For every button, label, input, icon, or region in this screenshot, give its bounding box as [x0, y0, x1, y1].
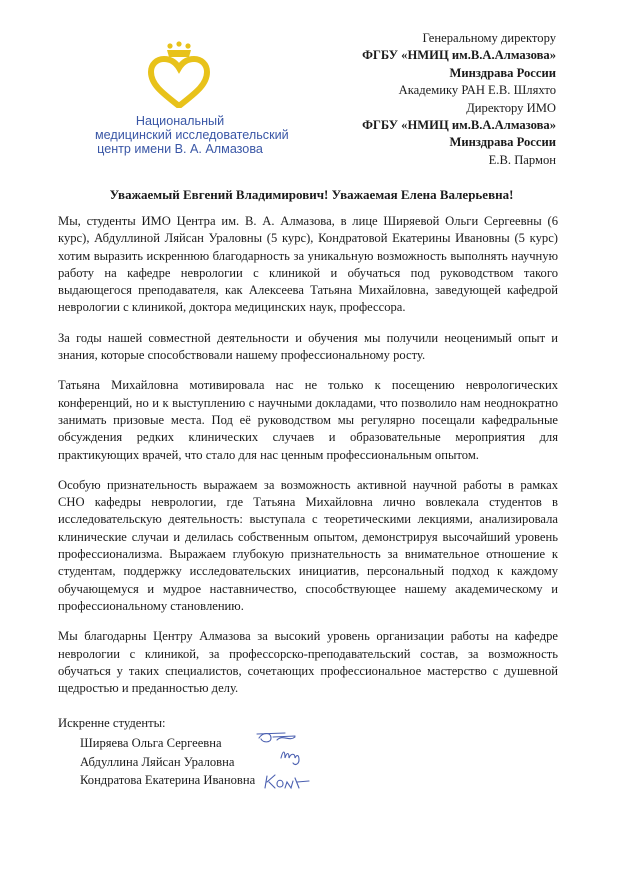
closing-line: Искренне студенты: — [58, 716, 166, 730]
signer-name: Кондратова Екатерина Ивановна — [80, 773, 256, 787]
signature-1 — [257, 733, 295, 742]
paragraph: Татьяна Михайловна мотивировала нас не только к посещению неврологических конференций, но и к выступлению с научными докладами, что позволило нам неоднократно занимать призовые места. Под её руководством мы регулярно посещали кафедральные обсуждения редких клинических случаев и образовательные мероприятия для практикующих врачей, что стало для нас ценным профессиональным опытом. — [58, 378, 558, 462]
signer-name: Ширяева Ольга Сергеевна — [80, 736, 222, 750]
heart-crown-emblem — [131, 40, 227, 108]
almazov-logo — [95, 40, 289, 156]
handwritten-signatures — [255, 728, 345, 798]
addressee-line: Минздрава России — [449, 135, 556, 150]
paragraph: За годы нашей совместной деятельности и обучения мы получили неоценимый опыт и знания, которые способствовали нашему профессиональному росту. — [58, 330, 558, 363]
addressee-line: Директору ИМО — [466, 100, 556, 115]
signer-name: Абдуллина Ляйсан Ураловна — [80, 754, 235, 769]
signers-list — [80, 734, 255, 790]
addressee-block — [256, 30, 556, 169]
logo-line-3: центр имени В. А. Алмазова — [97, 142, 263, 156]
paragraph: Мы, студенты ИМО Центра им. В. А. Алмазова, в лице Ширяевой Ольги Сергеевны (6 курс), Абдуллиной Ляйсан Ураловны (5 курс), Кондратовой Екатерины Ивановны (5 курс) хотим выразить искреннюю благодарность за уникальную возможность выполнять научную работу на кафедре неврологии с клиникой и обучаться под руководством такого выдающегося преподавателя, как Алексеева Татьяна Михайловна, заведующей кафедрой неврологии с клиникой, доктора медицинских наук, профессора. — [58, 214, 558, 315]
addressee-line: Минздрава России — [449, 65, 556, 80]
logo-line-1: Национальный — [135, 114, 225, 128]
letter-body — [58, 213, 558, 710]
logo-line-2: медицинский исследовательский — [95, 128, 289, 142]
signature-2 — [281, 752, 299, 764]
greeting: Уважаемый Евгений Владимирович! Уважаемая Елена Валерьевна! — [109, 187, 514, 202]
paragraph: Мы благодарны Центру Алмазова за высокий уровень организации работы на кафедре неврологии с клиникой, за профессорско-преподавательский состав, за возможность обучаться у таких специалистов, сочетающих профессиональное мастерство с душевной щедростью и преданностью делу. — [58, 629, 558, 696]
paragraph: Особую признательность выражаем за возможность активной научной работы в рамках СНО кафедры неврологии, где Татьяна Михайловна лично вовлекала студентов в исследовательскую деятельность: выступала с теоретическими лекциями, анализировала клинические случаи и делилась собственным опытом, демонстрируя высочайший уровень профессионализма. Выражаем глубокую признательность за внимательное отношение к студентам, поддержку исследовательских инициатив, персональный подход к каждому обучающемуся и мудрое наставничество, способствующее нашему академическому и профессиональному становлению. — [58, 477, 558, 613]
addressee-line: Академику РАН Е.В. Шляхто — [398, 83, 556, 98]
addressee-line: Е.В. Пармон — [488, 152, 556, 167]
addressee-line: Генеральному директору — [422, 31, 556, 45]
addressee-line: ФГБУ «НМИЦ им.В.А.Алмазова» — [362, 48, 556, 63]
addressee-line: ФГБУ «НМИЦ им.В.А.Алмазова» — [362, 118, 556, 133]
signature-3 — [265, 775, 309, 788]
